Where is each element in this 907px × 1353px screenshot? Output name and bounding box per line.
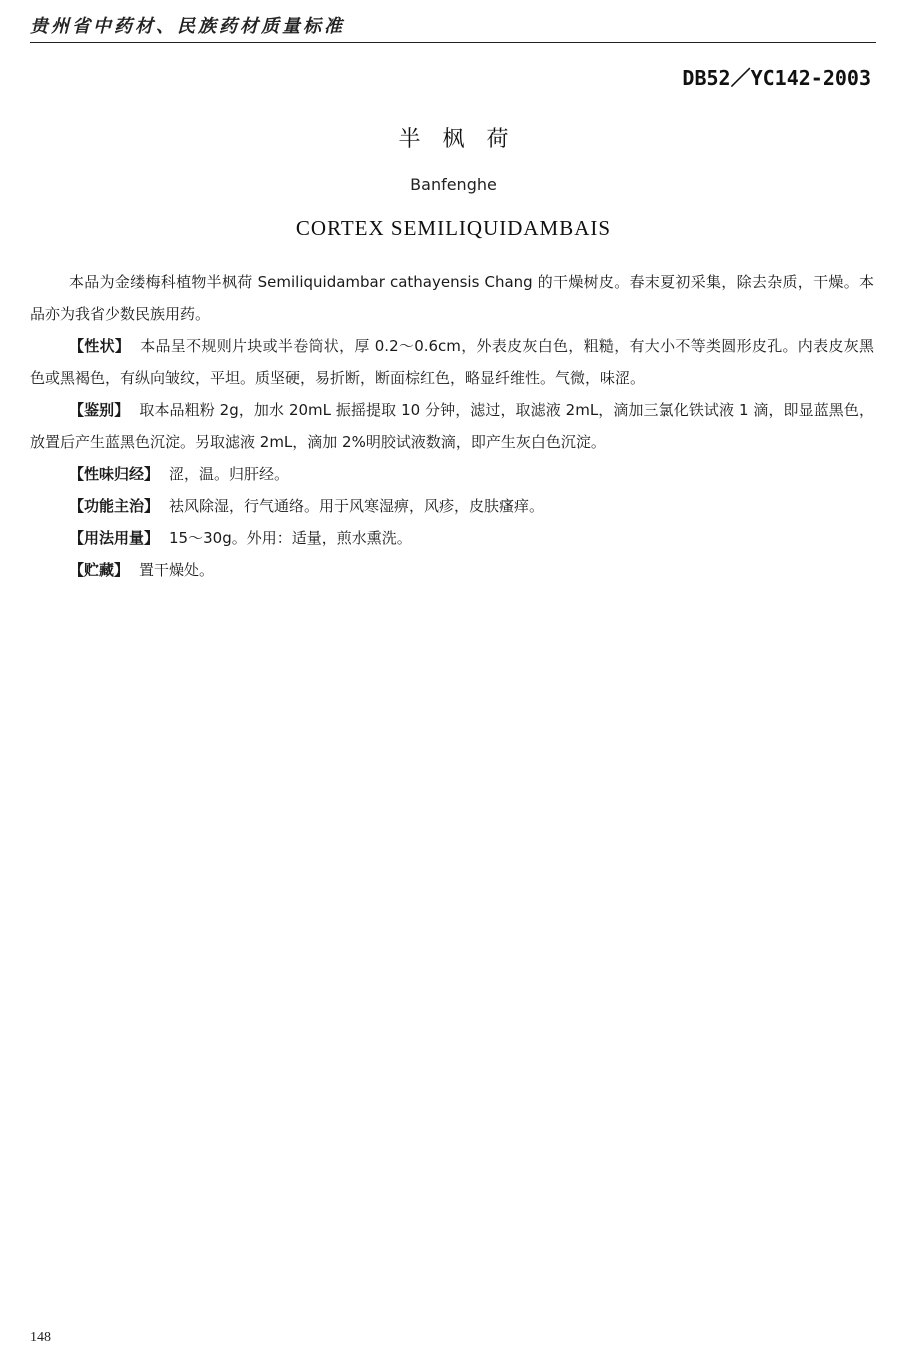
standard-code: DB52／YC142-2003 [682,66,871,90]
section-label: 【功能主治】 [69,497,160,515]
section-label: 【性状】 [69,337,131,355]
intro-paragraph: 本品为金缕梅科植物半枫荷 Semiliquidambar cathayensis Chang 的干燥树皮。春末夏初采集，除去杂质，干燥。本品亦为我省少数民族用药。 [30,273,874,323]
section-functions [30,490,874,522]
page-number: 148 [30,1330,51,1345]
title-chinese: 半枫荷 [398,127,531,152]
section-label: 【鉴别】 [69,401,130,419]
section-description [30,330,874,394]
section-label: 【性味归经】 [69,465,160,483]
section-text: 取本品粗粉 2g，加水 20mL 振摇提取 10 分钟，滤过，取滤液 2mL，滴加三氯化铁试液 1 滴，即显蓝黑色，放置后产生蓝黑色沉淀。另取滤液 2mL，滴加 2%明胶试液数滴，即产生灰白色沉淀。 [30,401,874,451]
section-dosage [30,522,874,554]
title-latin: CORTEX SEMILIQUIDAMBAIS [295,216,612,240]
section-storage [30,554,874,586]
section-label: 【用法用量】 [69,529,160,547]
section-text: 置干燥处。 [139,561,215,579]
section-nature-meridian [30,458,874,490]
section-text: 涩，温。归肝经。 [169,465,290,483]
monograph-body [30,266,874,586]
section-text: 祛风除湿，行气通络。用于风寒湿痹，风疹，皮肤瘙痒。 [169,497,545,515]
title-pinyin: Banfenghe [410,175,497,194]
header-divider [30,42,876,43]
section-identification [30,394,874,458]
section-text: 本品呈不规则片块或半卷筒状，厚 0.2～0.6cm，外表皮灰白色，粗糙，有大小不等类圆形皮孔。内表皮灰黑色或黑褐色，有纵向皱纹，平坦。质坚硬，易折断，断面棕红色，略显纤维性。气微，味涩。 [30,337,874,387]
section-label: 【贮藏】 [69,561,130,579]
section-text: 15～30g。外用：适量，煎水熏洗。 [169,529,412,547]
running-header: 贵州省中药材、民族药材质量标准 [30,16,345,37]
